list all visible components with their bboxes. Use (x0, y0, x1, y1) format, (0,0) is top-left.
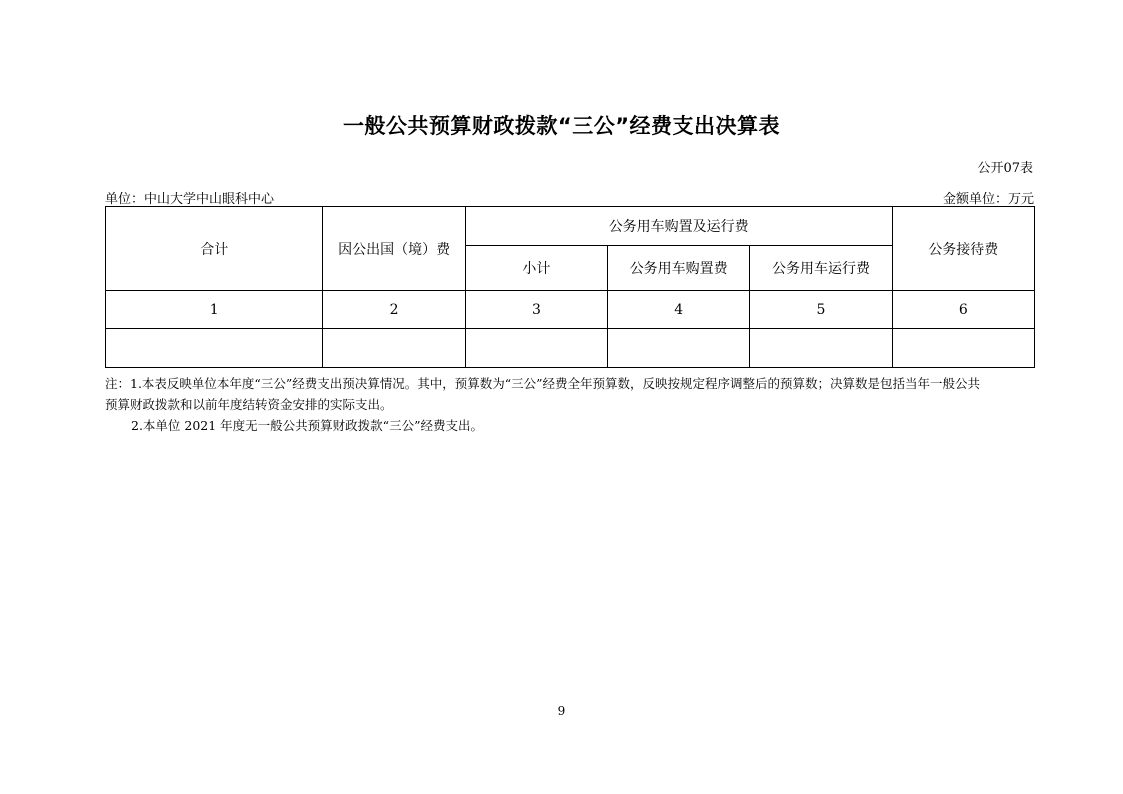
notes (105, 373, 1035, 436)
page-title: 一般公共预算财政拨款“三公”经费支出决算表 (342, 114, 781, 138)
header-total: 合计 (106, 207, 323, 291)
header-vehicle-purchase: 公务用车购置费 (608, 246, 750, 291)
column-number: 2 (323, 291, 465, 329)
header-reception: 公务接待费 (892, 207, 1034, 291)
column-number: 1 (106, 291, 323, 329)
note-line: 2.本单位 2021 年度无一般公共预算财政拨款“三公”经费支出。 (131, 418, 483, 433)
column-number: 5 (750, 291, 892, 329)
header-vehicle-group: 公务用车购置及运行费 (465, 207, 892, 246)
column-number: 6 (892, 291, 1034, 329)
data-cell (323, 329, 465, 368)
column-number: 4 (608, 291, 750, 329)
data-cell (465, 329, 607, 368)
expense-table (105, 206, 1035, 368)
header-abroad: 因公出国（境）费 (323, 207, 465, 291)
data-row (106, 329, 1035, 368)
data-cell (106, 329, 323, 368)
amount-unit-label: 金额单位：万元 (942, 192, 1034, 207)
data-cell (750, 329, 892, 368)
table-number: 公开07表 (977, 161, 1033, 176)
page-number: 9 (557, 704, 566, 718)
column-number-row (106, 291, 1035, 329)
unit-label: 单位：中山大学中山眼科中心 (105, 192, 275, 207)
header-row-1 (106, 207, 1035, 246)
data-cell (892, 329, 1034, 368)
column-number: 3 (465, 291, 607, 329)
data-cell (608, 329, 750, 368)
header-subtotal: 小计 (465, 246, 607, 291)
note-line: 预算财政拨款和以前年度结转资金安排的实际支出。 (105, 397, 393, 412)
note-line: 注：1.本表反映单位本年度“三公”经费支出预决算情况。其中，预算数为“三公”经费全年预算数，反映按规定程序调整后的预算数；决算数是包括当年一般公共 (105, 376, 980, 391)
header-vehicle-operation: 公务用车运行费 (750, 246, 892, 291)
